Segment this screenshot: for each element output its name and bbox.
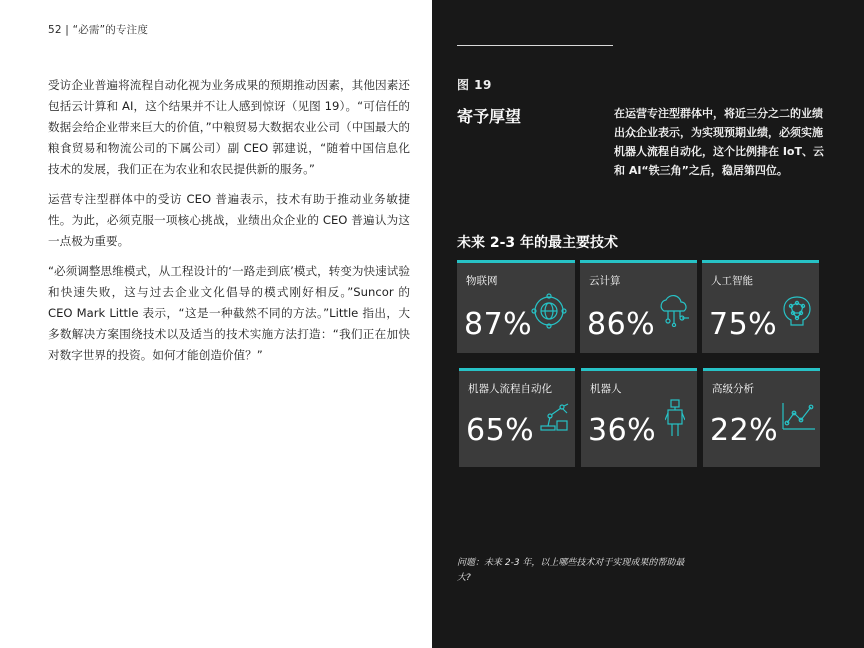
- figure-description: 在运营专注型群体中，将近三分之二的业绩出众企业表示，为实现预期业绩，必须实施机器人流程自动化，这个比例排在 IoT、云和 AI“铁三角”之后，稳居第四位。: [614, 107, 824, 177]
- tile-value: 65%: [466, 413, 535, 448]
- divider-rule: [457, 45, 613, 46]
- chart-title: 未来 2-3 年的最主要技术: [457, 235, 619, 251]
- robotic-arm-icon: [537, 399, 571, 433]
- tile-robot: [581, 368, 697, 467]
- tile-label: 高级分析: [712, 383, 754, 395]
- paragraph-1: 受访企业普遍将流程自动化视为业务成果的预期推动因素，其他因素还包括云计算和 AI，这个结果并不让人感到惊讶（见图 19）。“可信任的数据会给企业带来巨大的价值，”中粮贸易大数据农业公司（中国最大的粮食贸易和物流公司的下属公司）副 CEO 郭建说，“随着中国信息化技术的发展，我们正在为农业和农民提供新的服务。”: [48, 78, 410, 176]
- paragraph-2: 运营专注型群体中的受访 CEO 普遍表示，技术有助于推动业务敏捷性。为此，必须克服一项核心挑战，业绩出众企业的 CEO 普遍认为这一点极为重要。: [48, 192, 410, 248]
- tile-label: 机器人: [590, 383, 622, 395]
- figure-footnote: 问题：未来 2-3 年，以上哪些技术对于实现成果的帮助最大?: [457, 558, 685, 583]
- tile-cloud: [580, 260, 697, 353]
- analytics-chart-icon: [781, 403, 815, 431]
- right-page: [432, 0, 864, 648]
- page-header: 52 | “必需”的专注度: [48, 24, 149, 36]
- tile-label: 机器人流程自动化: [468, 383, 552, 395]
- tile-value: 36%: [588, 413, 657, 448]
- tile-value: 75%: [709, 307, 778, 342]
- figure-title: 寄予厚望: [457, 107, 522, 126]
- ai-brain-icon: [779, 293, 815, 329]
- tile-value: 22%: [710, 413, 779, 448]
- figure-label: 图 19: [457, 78, 492, 92]
- robot-figure-icon: [665, 398, 685, 440]
- tile-value: 86%: [587, 307, 656, 342]
- tile-analytics: [703, 368, 820, 467]
- paragraph-3: “必须调整思维模式，从工程设计的‘一路走到底’模式，转变为快速试验和快速失败，这与过去企业文化倡导的模式刚好相反。”Suncor 的 CEO Mark Little 表示，“这是一种截然不同的方法。”Little 指出，大多数解决方案围绕技术以及适当的技术实施方法打造：“我们正在加快对数字世界的投资。如何才能创造价值？”: [48, 264, 410, 362]
- iot-globe-icon: [531, 293, 567, 329]
- tile-rpa: [459, 368, 575, 467]
- tile-iot: [457, 260, 575, 353]
- tile-ai: [702, 260, 819, 353]
- tile-label: 云计算: [589, 275, 621, 287]
- cloud-network-icon: [656, 293, 692, 327]
- body-text: [48, 75, 410, 375]
- tile-label: 物联网: [466, 275, 498, 287]
- tile-label: 人工智能: [711, 275, 753, 287]
- tile-value: 87%: [464, 307, 533, 342]
